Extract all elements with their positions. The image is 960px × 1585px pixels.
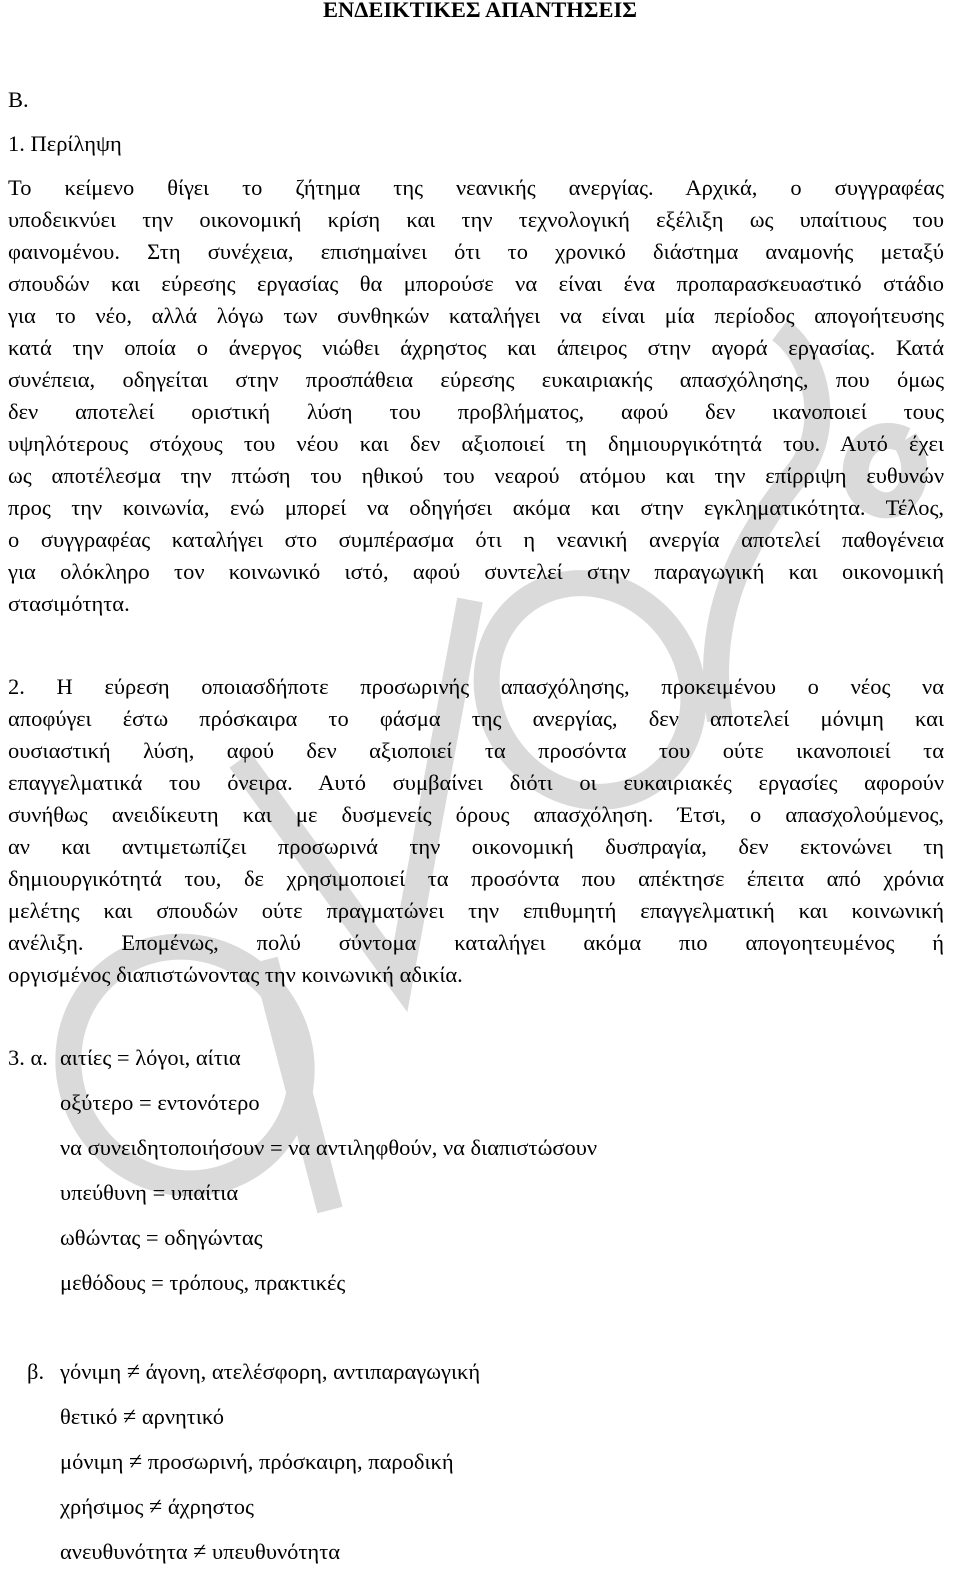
q1-line: υποδεικνύει την οικονομική κρίση και την τεχνολογική εξέλιξη ως υπαίτιους του: [8, 207, 944, 232]
q1-line: στασιμότητα.: [8, 591, 130, 616]
q1-line: Το κείμενο θίγει το ζήτημα της νεανικής ανεργίας. Αρχικά, ο συγγραφέας: [8, 175, 944, 200]
q3b-label: β.: [27, 1359, 45, 1384]
antonym-word: θετικό: [60, 1404, 118, 1429]
q2-line: επαγγελματικά του όνειρα. Αυτό συμβαίνει διότι οι ευκαιριακές εργασίες αφορούν: [8, 770, 944, 795]
q2-line: ανέλιξη. Επομένως, πολύ σύντομα καταλήγει ακόμα πιο απογοητευμένος ή: [8, 930, 944, 955]
antonym-values: άγονη, ατελέσφορη, αντιπαραγωγική: [145, 1359, 481, 1384]
not-equal-symbol: ≠: [193, 1539, 207, 1565]
synonym-item: μεθόδους = τρόπους, πρακτικές: [60, 1270, 346, 1295]
antonym-item: [60, 1356, 480, 1388]
synonym-item: αιτίες = λόγοι, αίτια: [60, 1045, 241, 1070]
q2-line: συνήθως ανειδίκευτη και με δυσμενείς όρους απασχόληση. Έτσι, ο απασχολούμενος,: [8, 802, 944, 827]
q3a-label: 3. α.: [8, 1045, 48, 1070]
q1-line: σπουδών και εύρεσης εργασίας θα μπορούσε να είναι ένα προπαρασκευαστικό στάδιο: [8, 271, 944, 296]
synonym-item: υπεύθυνη = υπαίτια: [60, 1180, 239, 1205]
not-equal-symbol: ≠: [149, 1494, 163, 1520]
q1-line: υψηλότερους στόχους του νέου και δεν αξιοποιεί τη δημιουργικότητά του. Αυτό έχει: [8, 431, 944, 456]
q2-line: 2. Η εύρεση οποιασδήποτε προσωρινής απασχόλησης, προκειμένου ο νέος να: [8, 674, 944, 699]
antonym-word: χρήσιμος: [60, 1494, 144, 1519]
antonym-item: [60, 1536, 340, 1568]
q2-line: οργισμένος διαπιστώνοντας την κοινωνική αδικία.: [8, 962, 463, 987]
q1-line: προς την κοινωνία, ενώ μπορεί να οδηγήσει ακόμα και στην εγκληματικότητα. Τέλος,: [8, 495, 944, 520]
antonym-item: [60, 1446, 454, 1478]
section-b-heading: Β.: [8, 87, 29, 112]
antonym-item: [60, 1401, 224, 1433]
q1-line: δεν αποτελεί οριστική λύση του προβλήματος, αφού δεν ικανοποιεί τους: [8, 399, 944, 424]
q2-line: ουσιαστική λύση, αφού δεν αξιοποιεί τα προσόντα του ούτε ικανοποιεί τα: [8, 738, 944, 763]
page-title: ΕΝΔΕΙΚΤΙΚΕΣ ΑΠΑΝΤΗΣΕΙΣ: [323, 0, 637, 22]
q2-line: δημιουργικότητά του, δε χρησιμοποιεί τα προσόντα που απέκτησε έπειτα από χρόνια: [8, 866, 944, 891]
q1-line: φαινομένου. Στη συνέχεια, επισημαίνει ότι το χρονικό διάστημα αναμονής μεταξύ: [8, 239, 944, 264]
q1-line: ο συγγραφέας καταλήγει στο συμπέρασμα ότι η νεανική ανεργία αποτελεί παθογένεια: [8, 527, 944, 552]
q2-line: αποφύγει έστω πρόσκαιρα το φάσμα της ανεργίας, δεν αποτελεί μόνιμη και: [8, 706, 944, 731]
not-equal-symbol: ≠: [129, 1449, 143, 1475]
antonym-word: ανευθυνότητα: [60, 1539, 188, 1564]
antonym-values: προσωρινή, πρόσκαιρη, παροδική: [147, 1449, 454, 1474]
q1-line: συνέπεια, οδηγείται στην προσπάθεια εύρεσης ευκαιριακής απασχόλησης, που όμως: [8, 367, 944, 392]
q1-line: για το νέο, αλλά λόγω των συνθηκών καταλήγει να είναι μία περίοδος απογοήτευσης: [8, 303, 944, 328]
antonym-values: αρνητικό: [141, 1404, 224, 1429]
q1-line: κατά την οποία ο άνεργος νιώθει άχρηστος και άπειρος στην αγορά εργασίας. Κατά: [8, 335, 944, 360]
not-equal-symbol: ≠: [126, 1359, 141, 1385]
synonym-item: να συνειδητοποιήσουν = να αντιληφθούν, να διαπιστώσουν: [60, 1135, 598, 1160]
antonym-item: [60, 1491, 254, 1523]
synonym-item: οξύτερο = εντονότερο: [60, 1090, 260, 1115]
not-equal-symbol: ≠: [123, 1404, 137, 1430]
antonym-values: υπευθυνότητα: [211, 1539, 341, 1564]
q2-line: μελέτης και σπουδών ούτε πραγματώνει την επιθυμητή επαγγελματική και κοινωνική: [8, 898, 944, 923]
synonym-item: ωθώντας = οδηγώντας: [60, 1225, 263, 1250]
q1-heading: 1. Περίληψη: [8, 131, 122, 156]
antonym-values: άχρηστος: [167, 1494, 254, 1519]
q1-line: για ολόκληρο τον κοινωνικό ιστό, αφού συντελεί στην παραγωγική και οικονομική: [8, 559, 944, 584]
antonym-word: γόνιμη: [60, 1359, 122, 1384]
antonym-word: μόνιμη: [60, 1449, 124, 1474]
q1-line: ως αποτέλεσμα την πτώση του ηθικού του νεαρού ατόμου και την επίρριψη ευθυνών: [8, 463, 944, 488]
q2-line: αν και αντιμετωπίζει προσωρινά την οικονομική δυσπραγία, δεν εκτονώνει τη: [8, 834, 944, 859]
